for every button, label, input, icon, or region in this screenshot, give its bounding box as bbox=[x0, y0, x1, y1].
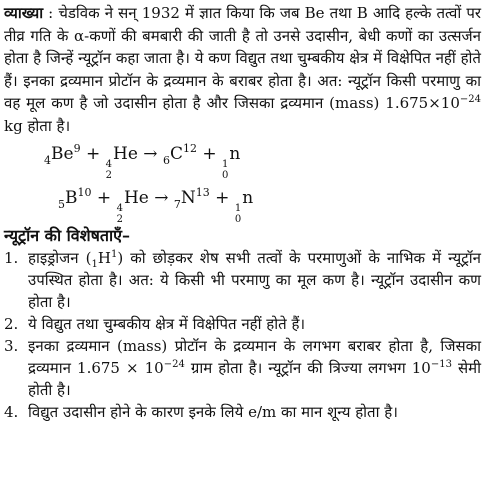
equation-boron bbox=[58, 181, 481, 225]
eq1-he-atomic: 2 bbox=[105, 170, 112, 181]
item1-h-symbol: H bbox=[97, 249, 111, 267]
list-item-text bbox=[28, 247, 481, 313]
list-item bbox=[4, 335, 481, 401]
equation-beryllium bbox=[44, 137, 481, 181]
eq2-he-symbol: He bbox=[123, 188, 149, 208]
eq2-n-symbol: N bbox=[180, 188, 196, 208]
eq2-arrow: → bbox=[148, 188, 174, 208]
explanation-colon: : bbox=[43, 4, 59, 22]
item3-radius-exponent: −13 bbox=[430, 359, 452, 370]
item3-text-a: इनका द्रव्यमान (mass) प्रोटॉन के द्रव्यमान के लगभग बराबर होता है, जिसका द्रव्यमान 1.675 × 10 bbox=[28, 337, 481, 377]
explanation-paragraph bbox=[4, 2, 481, 137]
eq1-plus: + bbox=[80, 144, 106, 164]
eq2-he-numbers bbox=[117, 203, 123, 225]
eq1-plus-2: + bbox=[196, 144, 223, 164]
eq2-neutron-atomic: 0 bbox=[234, 214, 242, 225]
list-item-number: 2. bbox=[4, 315, 19, 333]
eq1-n-numbers bbox=[222, 159, 228, 181]
eq1-neutron-symbol: n bbox=[229, 144, 241, 164]
eq2-n-atomic-number: 7 bbox=[173, 198, 181, 211]
eq1-c-mass-number: 12 bbox=[182, 142, 197, 155]
eq1-be-atomic-number: 4 bbox=[44, 154, 51, 167]
eq1-c-atomic-number: 6 bbox=[162, 154, 170, 167]
list-item-text bbox=[28, 335, 481, 401]
eq1-c-symbol: C bbox=[169, 144, 183, 164]
list-item-number: 3. bbox=[4, 337, 19, 355]
eq1-n-atomic: 0 bbox=[222, 170, 229, 181]
eq2-neutron-mass: 1 bbox=[234, 203, 242, 214]
explanation-text-end: kg होता है। bbox=[4, 116, 71, 135]
list-item-text: ये विद्युत तथा चुम्बकीय क्षेत्र में विक्षेपित नहीं होते हैं। bbox=[28, 315, 306, 333]
eq2-b-mass-number: 10 bbox=[77, 186, 92, 199]
eq2-b-symbol: B bbox=[65, 188, 78, 208]
list-item-text: विद्युत उदासीन होने के कारण इनके लिये e/m का मान शून्य होता है। bbox=[28, 403, 398, 421]
item1-text-a: हाइड्रोजन ( bbox=[28, 249, 92, 267]
eq1-be-symbol: Be bbox=[51, 144, 74, 164]
eq2-neutron-symbol: n bbox=[242, 188, 254, 208]
eq2-plus-2: + bbox=[209, 188, 235, 208]
eq1-arrow: → bbox=[137, 144, 163, 164]
list-item-number: 4. bbox=[4, 403, 19, 421]
eq2-neutron-numbers bbox=[235, 203, 241, 225]
item3-text-c: सेमी होती है। bbox=[28, 359, 482, 399]
eq1-be-mass-number: 9 bbox=[73, 142, 81, 155]
eq1-he-symbol: He bbox=[113, 144, 138, 164]
list-item-number: 1. bbox=[4, 249, 19, 267]
list-item bbox=[4, 401, 481, 423]
eq2-b-atomic-number: 5 bbox=[58, 198, 65, 211]
item3-text-b: ग्राम होता है। न्यूट्रॉन की त्रिज्या लगभग 10 bbox=[184, 359, 431, 377]
list-item bbox=[4, 313, 481, 335]
item1-h-mass: 1 bbox=[110, 249, 118, 260]
properties-list bbox=[4, 247, 481, 423]
properties-heading: न्यूट्रॉन की विशेषताएँ– bbox=[4, 226, 130, 245]
eq1-he-mass: 4 bbox=[105, 159, 112, 170]
mass-exponent: −24 bbox=[459, 94, 481, 105]
item1-text-b: ) को छोड़कर शेष सभी तत्वों के परमाणुओं के नाभिक में न्यूट्रॉन उपस्थित होता है। अत: ये किसी भी परमाणु का मूल कण है। न्यूट्रॉन उदासीन कण होता है। bbox=[28, 249, 481, 311]
eq2-plus: + bbox=[91, 188, 117, 208]
eq1-he-numbers bbox=[106, 159, 112, 181]
explanation-text: चेडविक ने सन् 1932 में ज्ञात किया कि जब Be तथा B आदि हल्के तत्वों पर तीव्र गति के α-कणों की बमबारी की जाती है तो उनसे उदासीन, बेधी कणों का उत्सर्जन होता है जिन्हें न्यूट्रॉन कहा जाता है। ये कण विद्युत तथा चुम्बकीय क्षेत्र में विक्षेपित नहीं होते हैं। इनका द्रव्यमान प्रोटॉन के द्रव्यमान के बराबर होता है। अत: न्यूट्रॉन किसी परमाणु का वह मूल कण है जो उदासीन होता है और जिसका द्रव्यमान (mass) 1.675×10 bbox=[4, 4, 482, 112]
eq2-he-atomic: 2 bbox=[116, 214, 123, 225]
explanation-label: व्याख्या bbox=[4, 4, 44, 22]
eq2-he-mass: 4 bbox=[116, 203, 123, 214]
list-item bbox=[4, 247, 481, 313]
item3-mass-exponent: −24 bbox=[163, 359, 185, 370]
eq1-n-mass: 1 bbox=[222, 159, 229, 170]
eq2-n-mass-number: 13 bbox=[195, 186, 210, 199]
item1-h-atomic: 1 bbox=[91, 259, 98, 270]
